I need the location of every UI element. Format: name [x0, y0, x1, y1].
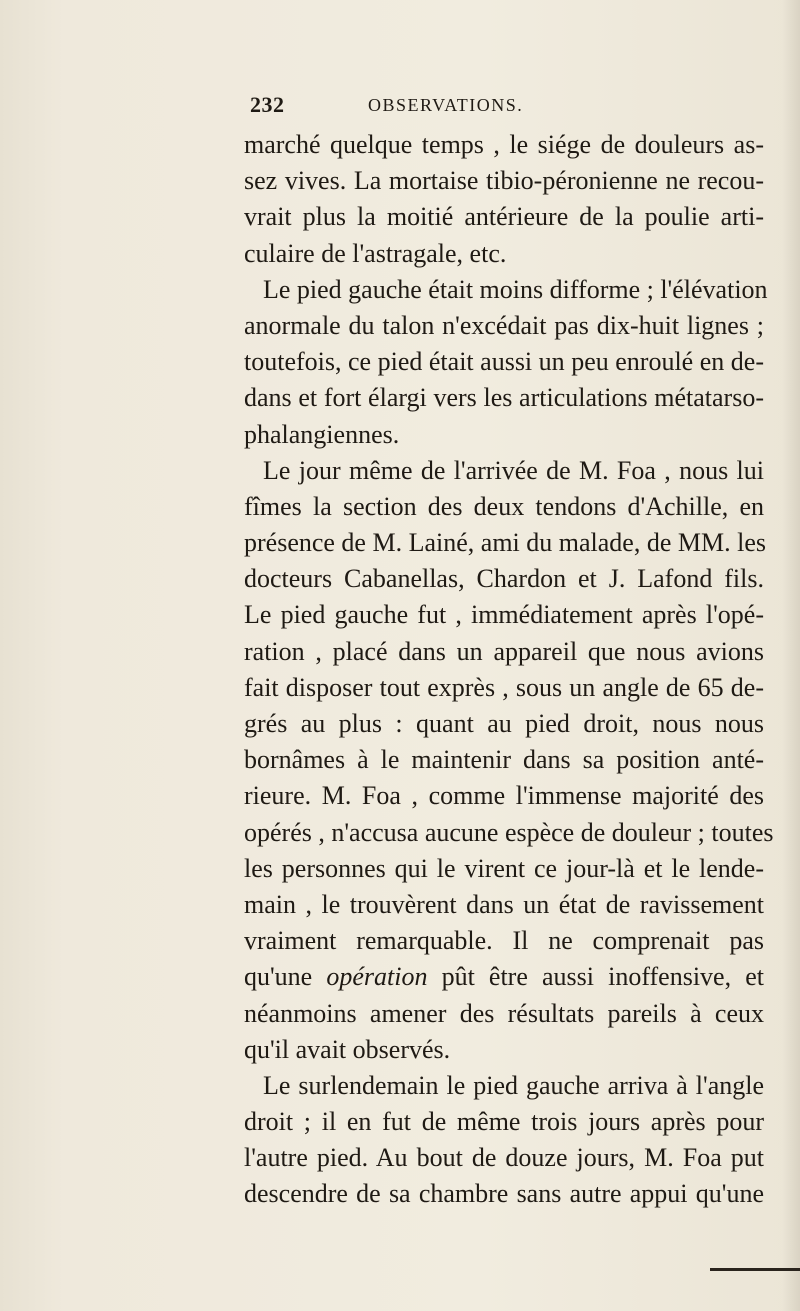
text-line: bornâmes à le maintenir dans sa position anté-	[244, 745, 764, 775]
text-line: les personnes qui le virent ce jour-là et le lende-	[244, 853, 764, 883]
text-line: fait disposer tout exprès , sous un angle de 65 de-	[244, 672, 764, 702]
text-line: grés au plus : quant au pied droit, nous nous	[244, 709, 764, 738]
italic-word: opération	[326, 962, 428, 992]
running-head: OBSERVATIONS.	[368, 95, 524, 115]
body-text	[244, 127, 774, 1213]
text-line: droit ; il en fut de même trois jours après pour	[244, 1107, 764, 1137]
text-line: Le pied gauche était moins difforme ; l'élévation	[263, 274, 768, 304]
text-line: l'autre pied. Au bout de douze jours, M. Foa put	[244, 1143, 764, 1173]
text-line: sez vives. La mortaise tibio-péronienne ne recou-	[244, 166, 764, 196]
text-line: rieure. M. Foa , comme l'immense majorité des	[244, 781, 764, 811]
text-fragment: pût être aussi inoffensive, et	[427, 962, 764, 992]
text-line: marché quelque temps , le siége de douleurs as-	[244, 130, 764, 159]
page-number: 232	[250, 92, 285, 117]
text-line: vraiment remarquable. Il ne comprenait pas	[244, 926, 764, 956]
text-line: Le pied gauche fut , immédiatement après l'opé-	[244, 600, 764, 630]
text-line: qu'il avait observés.	[244, 1034, 451, 1064]
page-edge-mark	[710, 1268, 800, 1271]
text-line: Le surlendemain le pied gauche arriva à l'angle	[263, 1070, 764, 1100]
text-line: dans et fort élargi vers les articulations métatarso-	[244, 383, 764, 413]
text-line: ration , placé dans un appareil que nous avions	[244, 636, 764, 666]
text-line: main , le trouvèrent dans un état de ravissement	[244, 889, 764, 919]
text-line: culaire de l'astragale, etc.	[244, 238, 507, 268]
text-line: vrait plus la moitié antérieure de la poulie arti-	[244, 202, 764, 232]
text-line: Le jour même de l'arrivée de M. Foa , nous lui	[263, 455, 764, 485]
text-line: néanmoins amener des résultats pareils à ceux	[244, 998, 764, 1028]
text-line: toutefois, ce pied était aussi un peu enroulé en de-	[244, 347, 764, 377]
text-fragment: qu'une	[244, 962, 327, 992]
page-edge-shadow	[782, 0, 800, 1311]
text-line: phalangiennes.	[244, 419, 400, 449]
text-line: fîmes la section des deux tendons d'Achille, en	[244, 491, 764, 521]
text-line: opérés , n'accusa aucune espèce de douleur ; toutes	[244, 817, 774, 847]
text-line: descendre de sa chambre sans autre appui qu'une	[244, 1179, 764, 1209]
page-header	[250, 92, 650, 122]
text-line: présence de M. Lainé, ami du malade, de MM. les	[244, 528, 766, 558]
text-line: anormale du talon n'excédait pas dix-huit lignes ;	[244, 310, 764, 340]
text-line: docteurs Cabanellas, Chardon et J. Lafond fils.	[244, 564, 764, 594]
text-line	[244, 959, 764, 995]
